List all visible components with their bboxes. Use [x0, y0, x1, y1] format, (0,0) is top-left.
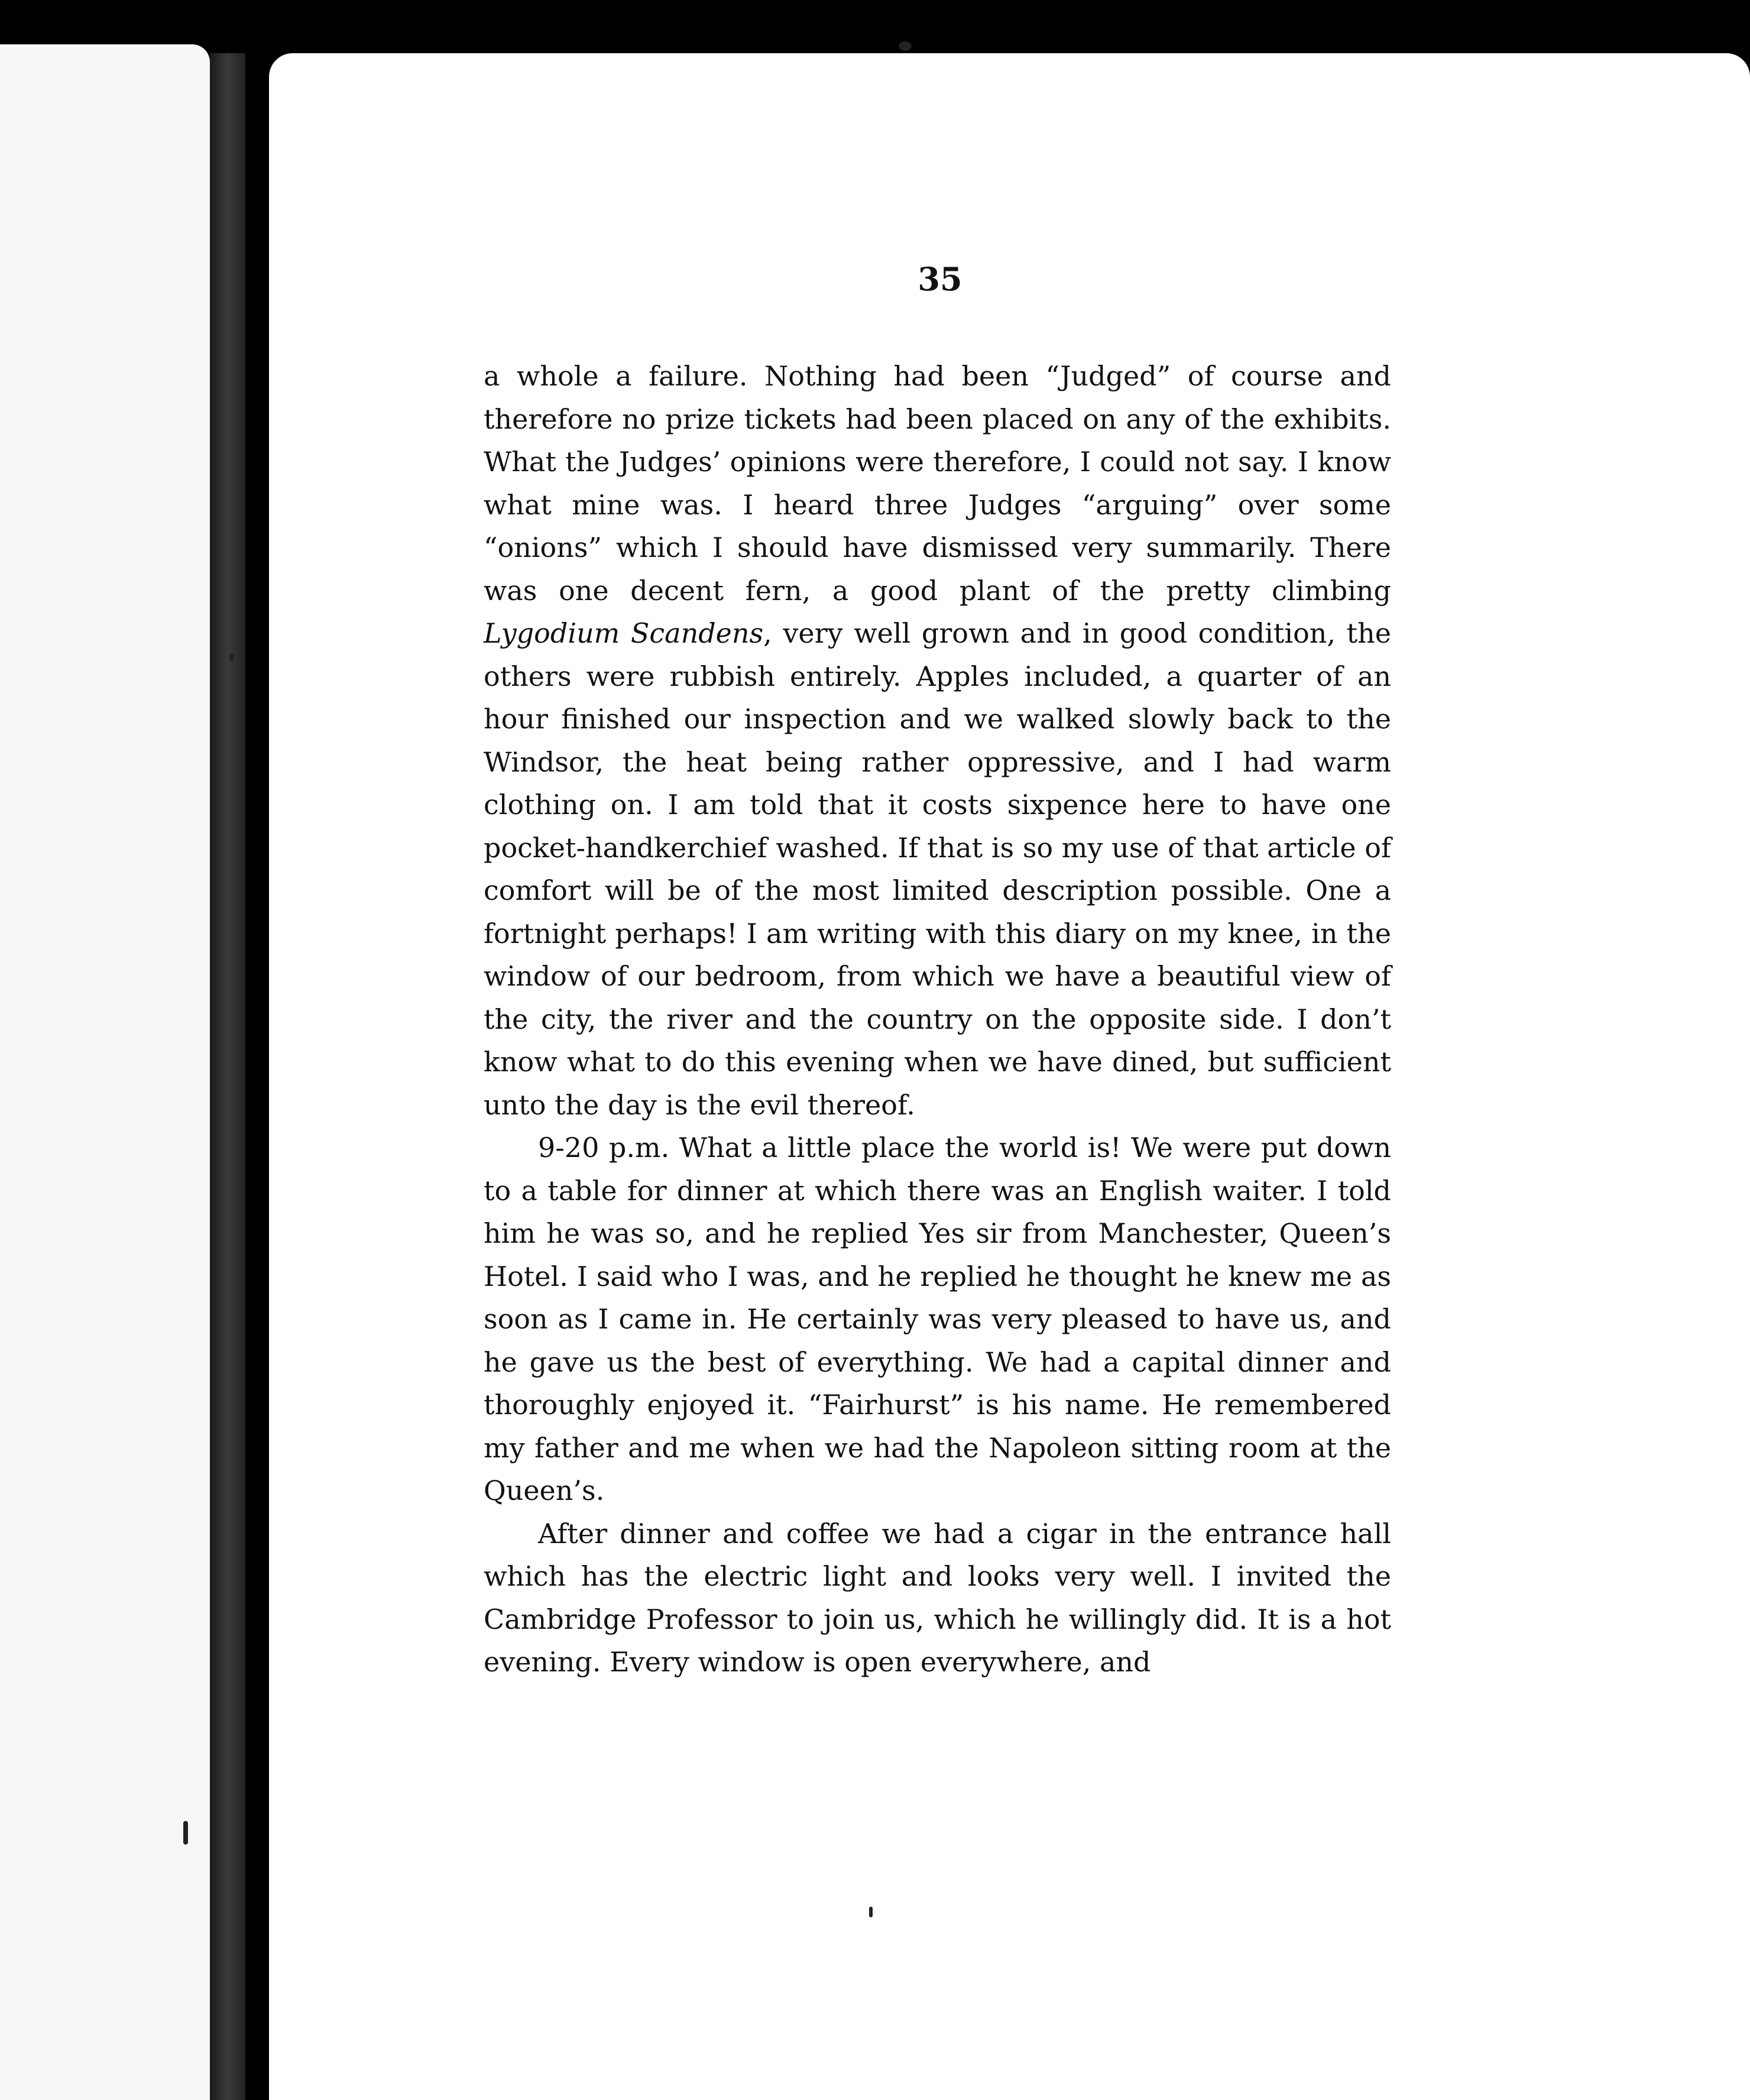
scan-speck [869, 1907, 873, 1917]
body-text [484, 355, 1391, 1684]
paragraph-1-text-cont: , very well grown and in good condition, the others were rubbish entirely. Apples included, a quarter of an hour finished our inspection and we walked slowly back to the Windsor, the heat being rather oppressive, and I had warm clothing on. I am told that it costs sixpence here to have one pocket-handkerchief washed. If that is so my use of that article of comfort will be of the most limited description possible. One a fortnight perhaps! I am writing with this diary on my knee, in the window of our bedroom, from which we have a beautiful view of the city, the river and the country on the opposite side. I don’t know what to do this evening when we have dined, but sufficient unto the day is the evil thereof. [484, 617, 1391, 1121]
left-page-edge [0, 44, 210, 2100]
paragraph-1-text: a whole a failure. Nothing had been “Judged” of course and therefore no prize tickets had been placed on any of the exhibits. What the Judges’ opinions were therefore, I could not say. I know what mine was. I heard three Judges “arguing” over some “onions” which I should have dismissed very summarily. There was one decent fern, a good plant of the pretty climbing [484, 360, 1391, 607]
scan-speck [229, 653, 234, 662]
page-number: 35 [918, 260, 962, 298]
paragraph-1 [484, 355, 1391, 1126]
paragraph-2: 9-20 p.m. What a little place the world is! We were put down to a table for dinner at which there was an English waiter. I told him he was so, and he replied Yes sir from Manchester, Queen’s Hotel. I said who I was, and he replied he thought he knew me as soon as I came in. He certainly was very pleased to have us, and he gave us the best of everything. We had a capital dinner and thoroughly enjoyed it. “Fairhurst” is his name. He remembered my father and me when we had the Napoleon sitting room at the Queen’s. [484, 1132, 1391, 1506]
scan-speck [899, 41, 912, 51]
book-gutter [210, 53, 245, 2100]
scan-speck [183, 1821, 188, 1845]
species-name: Lygodium Scandens [484, 617, 764, 649]
paragraph-3: After dinner and coffee we had a cigar in the entrance hall which has the electric light and looks very well. I invited the Cambridge Professor to join us, which he willingly did. It is a hot evening. Every window is open everywhere, and [484, 1517, 1391, 1678]
